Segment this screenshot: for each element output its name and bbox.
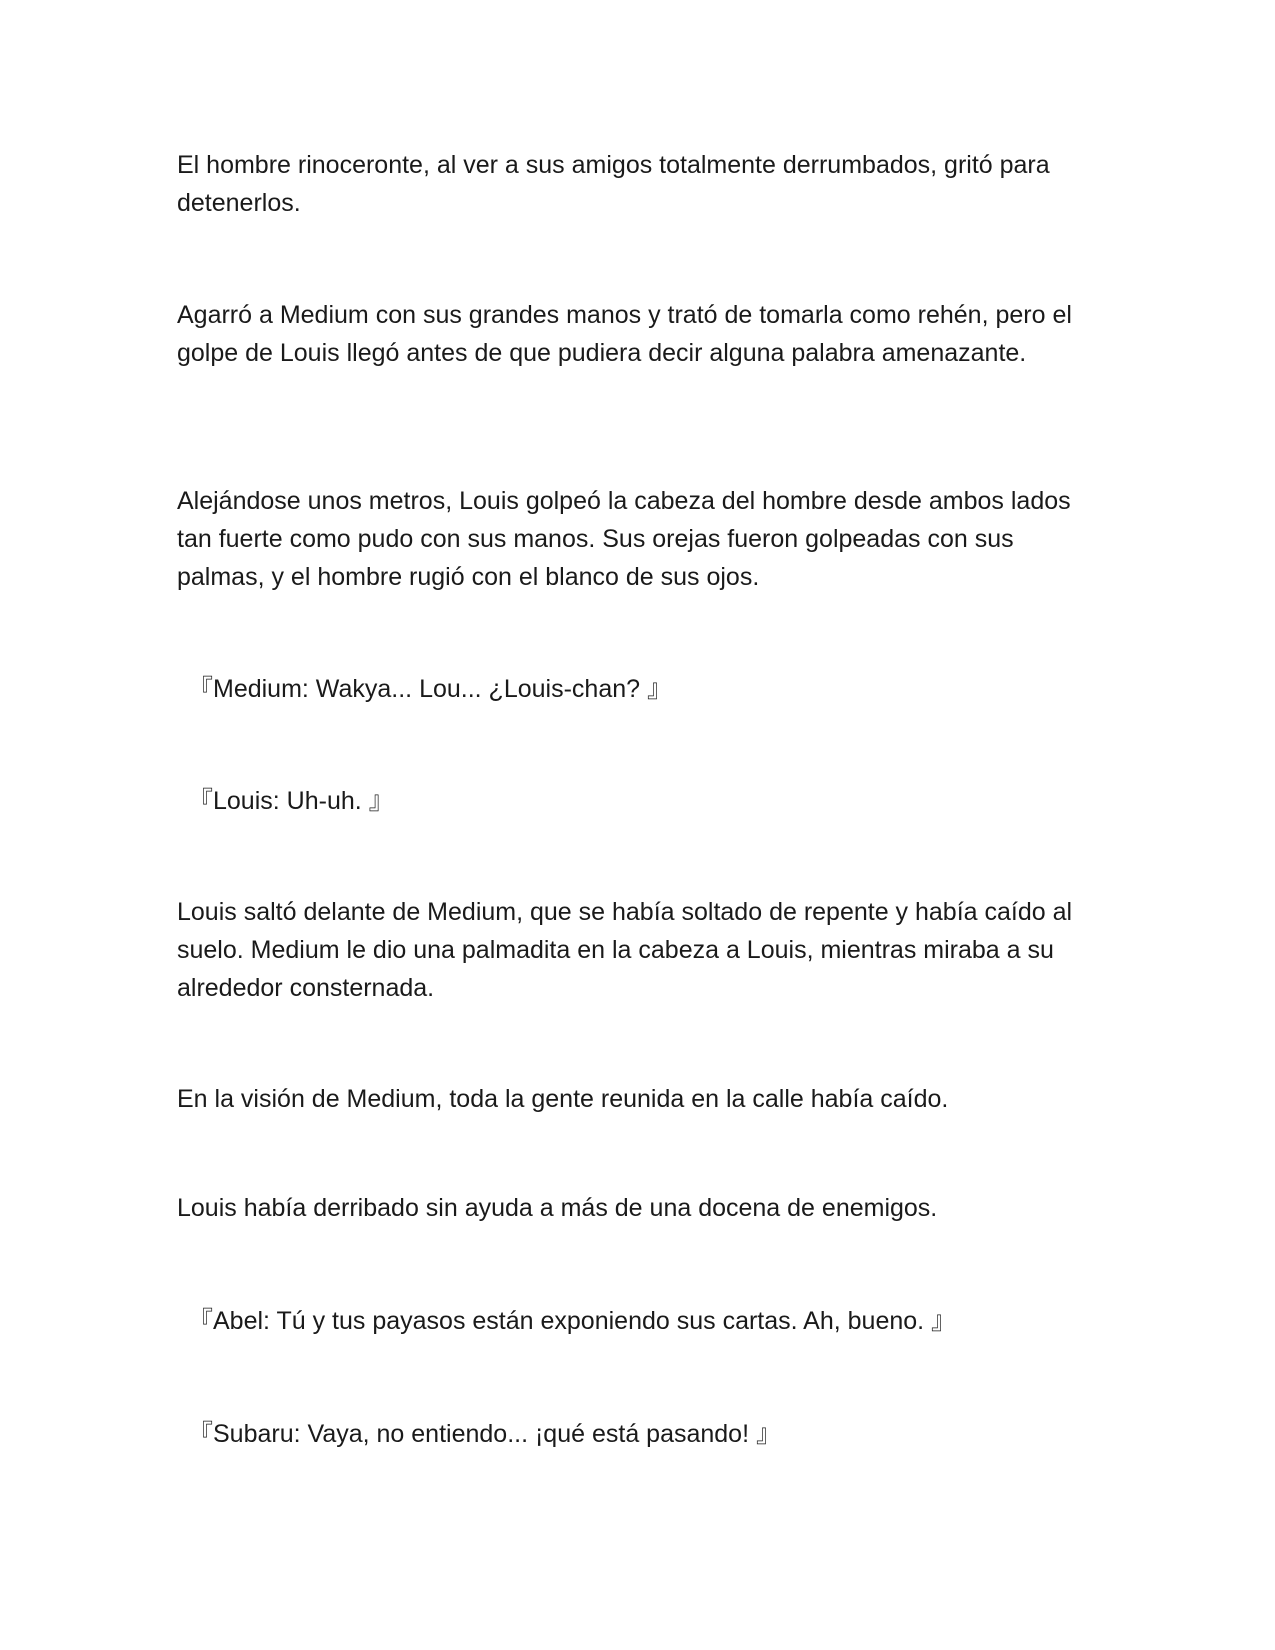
- dialogue-subaru: 『Subaru: Vaya, no entiendo... ¡qué está pasando! 』: [188, 1420, 781, 1448]
- paragraph-3: Alejándose unos metros, Louis golpeó la cabeza del hombre desde ambos lados tan fuerte como pudo con sus manos. Sus orejas fueron golpeadas con sus palmas, y el hombre rugió con el blanco de sus ojos.: [177, 487, 1071, 591]
- paragraph-6: Louis había derribado sin ayuda a más de una docena de enemigos.: [177, 1194, 938, 1222]
- paragraph-4: Louis saltó delante de Medium, que se había soltado de repente y había caído al suelo. Medium le dio una palmadita en la cabeza a Louis, mientras miraba a su alrededor consternada.: [177, 898, 1073, 1002]
- paragraph-1: El hombre rinoceronte, al ver a sus amigos totalmente derrumbados, gritó para detenerlos.: [177, 151, 1050, 217]
- dialogue-abel: 『Abel: Tú y tus payasos están exponiendo sus cartas. Ah, bueno. 』: [188, 1307, 957, 1335]
- dialogue-louis: 『Louis: Uh-uh. 』: [188, 787, 394, 815]
- paragraph-5: En la visión de Medium, toda la gente reunida en la calle había caído.: [177, 1085, 949, 1113]
- paragraph-2: Agarró a Medium con sus grandes manos y trató de tomarla como rehén, pero el golpe de Louis llegó antes de que pudiera decir alguna palabra amenazante.: [177, 301, 1072, 367]
- dialogue-medium: 『Medium: Wakya... Lou... ¿Louis-chan? 』: [188, 675, 672, 703]
